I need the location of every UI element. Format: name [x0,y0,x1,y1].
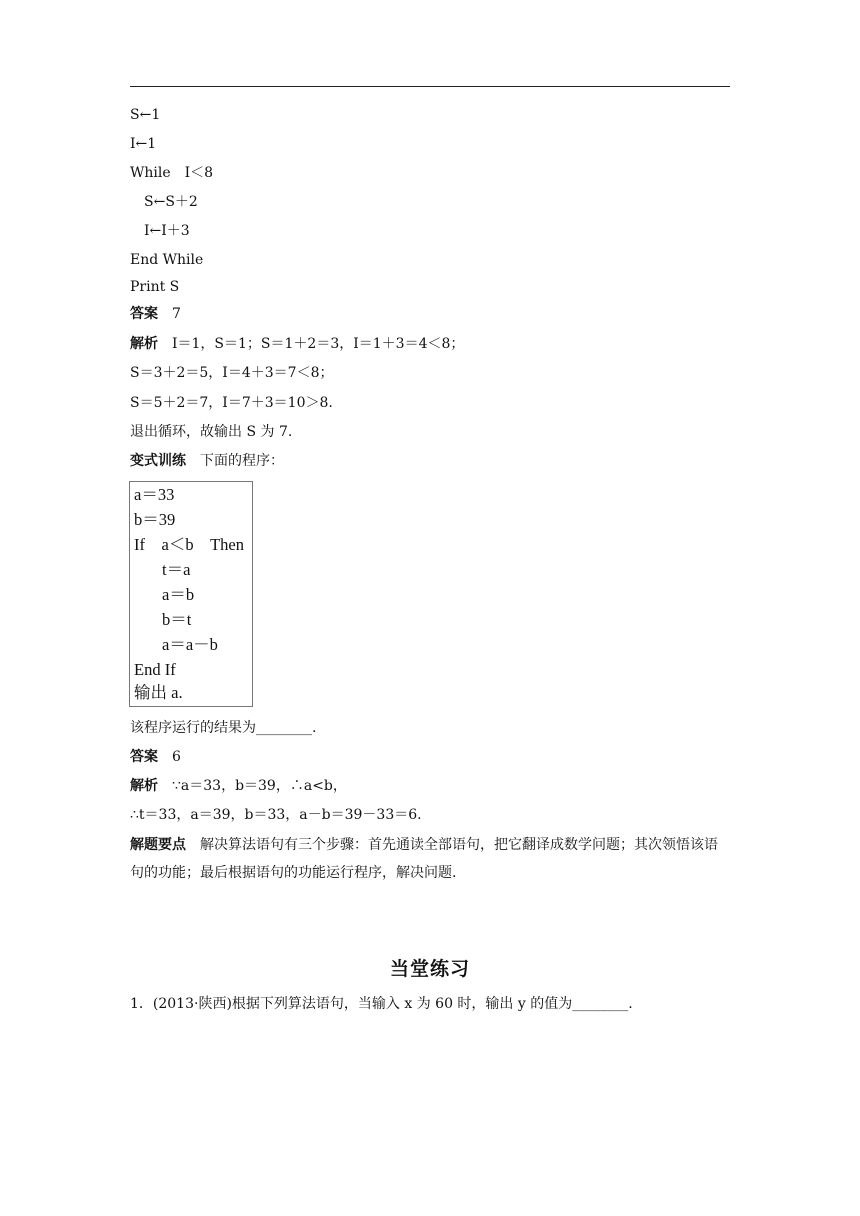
program-box [129,481,253,707]
code-line: End While [130,252,204,268]
variant-label: 变式训练 [130,453,186,469]
analysis-label: 解析 [130,778,158,794]
program-line: b＝t [162,610,192,629]
code-line: S←S＋2 [144,194,198,210]
analysis-text: ∵a＝33，b＝39，∴a<b， [172,778,347,794]
code-line: S←1 [130,107,161,123]
program-line: 输出 a. [134,683,183,702]
program-line: End If [134,660,176,679]
answer-value: 6 [172,749,181,765]
keypoint-label: 解题要点 [130,837,186,853]
variant-line [130,452,284,470]
program-line: a＝33 [134,485,175,504]
program-line: If a＜b Then [134,535,244,554]
answer-value: 7 [172,306,181,322]
question-line: 该程序运行的结果为________. [130,720,317,736]
answer-label: 答案 [130,749,158,765]
code-line: I←1 [130,136,157,152]
answer-label: 答案 [130,306,158,322]
keypoint-text: 解决算法语句有三个步骤：首先通读全部语句，把它翻译成数学问题；其次领悟该语句的功能；最后根据语句的功能运行程序，解决问题. [130,837,718,881]
answer-line [130,748,181,766]
analysis-label: 解析 [130,336,158,352]
section-title: 当堂练习 [389,958,470,980]
analysis-line: S＝3＋2＝5，I＝4＋3＝7＜8； [130,365,334,381]
program-line: a＝a－b [162,635,218,654]
header-rule [130,86,730,87]
keypoint-paragraph [130,831,730,887]
analysis-line: 退出循环，故输出 S 为 7. [130,424,293,440]
program-line: t＝a [162,560,191,579]
variant-text: 下面的程序： [200,453,284,469]
analysis-line: S＝5＋2＝7，I＝7＋3＝10＞8. [130,395,333,411]
exercise-line: 1．(2013·陕西)根据下列算法语句，当输入 x 为 60 时，输出 y 的值为________. [130,996,633,1012]
analysis-text: I＝1，S＝1；S＝1＋2＝3，I＝1＋3＝4＜8； [172,336,465,352]
code-line: While I＜8 [130,165,214,181]
program-line: b＝39 [134,510,176,529]
analysis-line [130,335,464,353]
answer-line [130,305,181,323]
code-line: Print S [130,279,180,295]
program-line: a＝b [162,585,195,604]
code-line: I←I＋3 [144,223,190,239]
analysis-line: ∴t＝33，a＝39，b＝33，a－b＝39－33＝6. [130,807,422,823]
analysis-line [130,777,347,795]
